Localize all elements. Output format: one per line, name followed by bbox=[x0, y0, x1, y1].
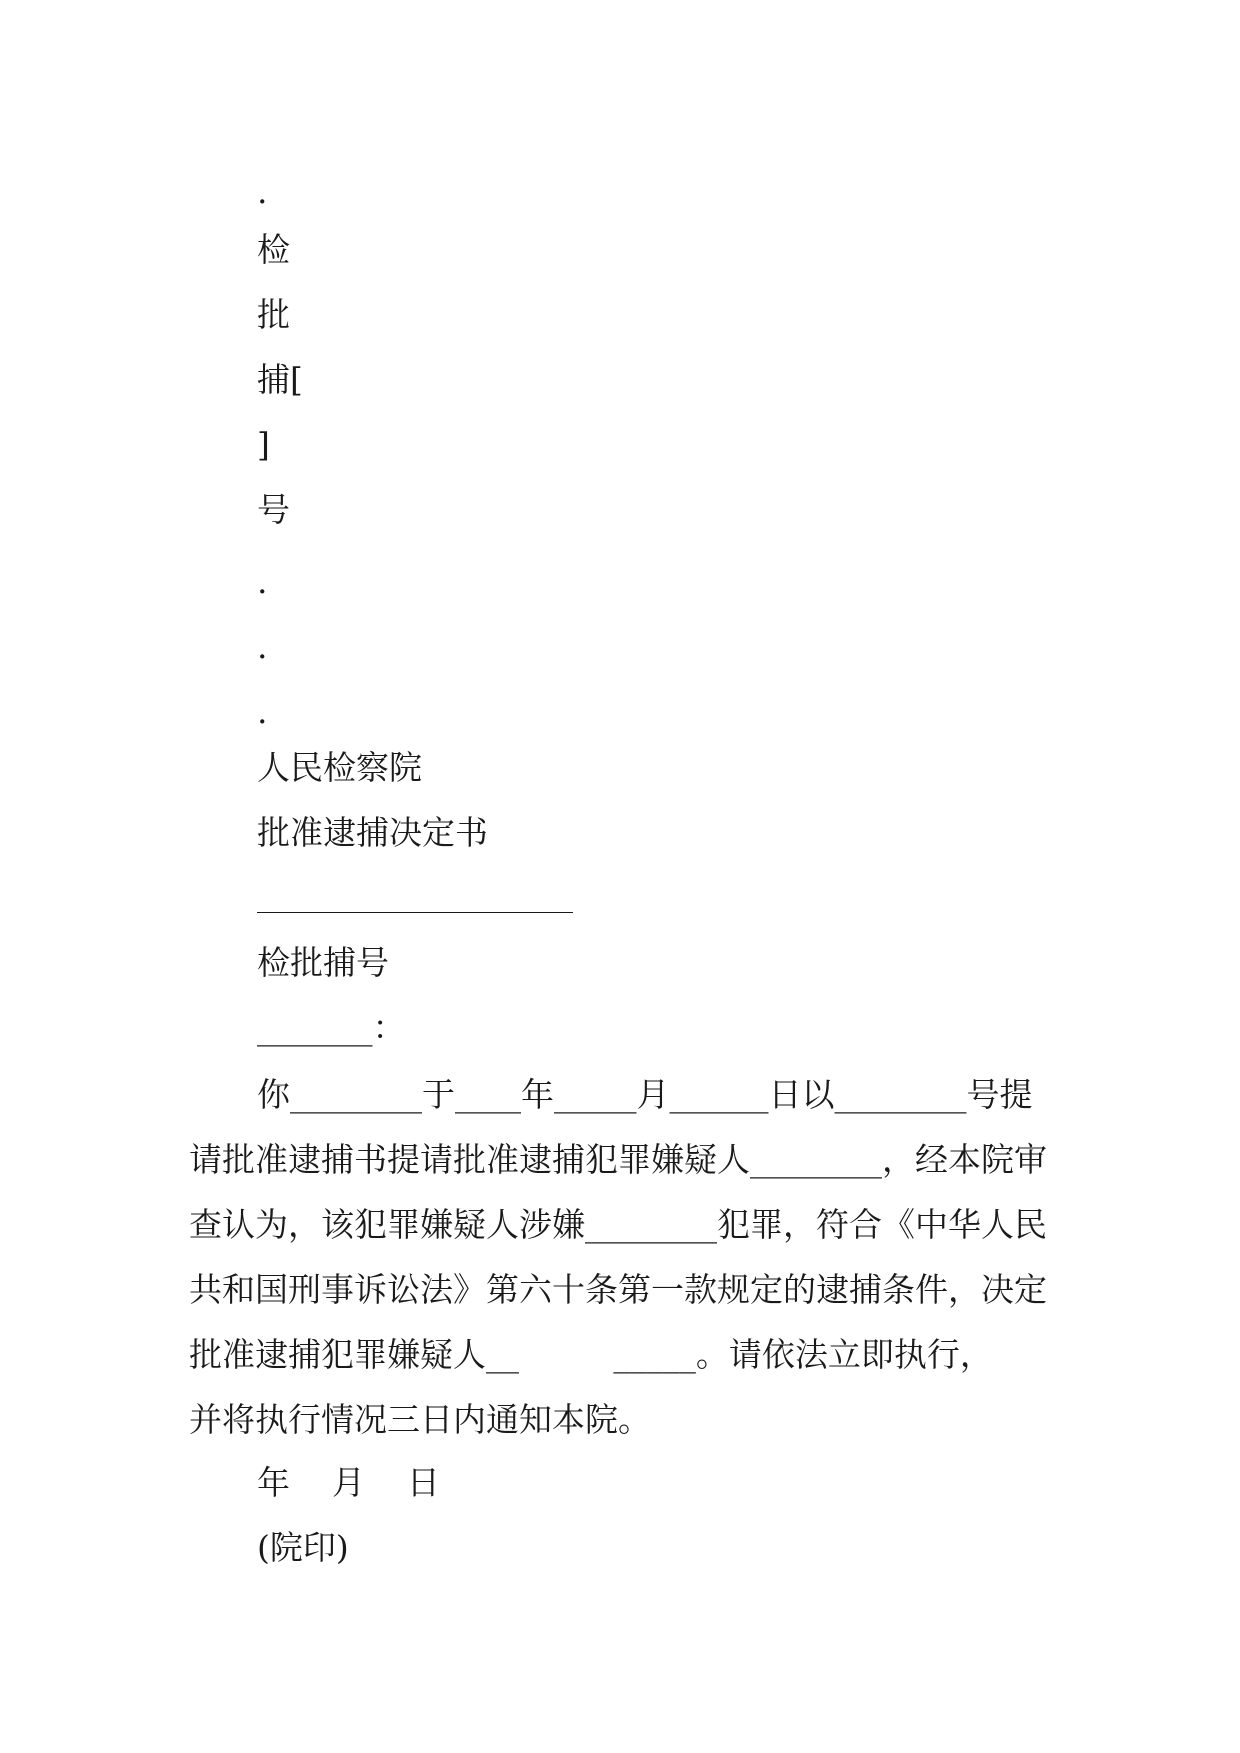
doc-number-char: 批 bbox=[257, 295, 290, 334]
doc-number-char: . bbox=[257, 692, 268, 731]
addressee-line: _______： bbox=[257, 1008, 406, 1047]
doc-number-label: 检批捕号 bbox=[257, 943, 389, 982]
doc-number-char: . bbox=[257, 172, 268, 211]
doc-number-char: 号 bbox=[257, 490, 290, 529]
body-line: 请批准逮捕书提请批准逮捕犯罪嫌疑人________，经本院审 bbox=[189, 1140, 1047, 1179]
doc-number-char: ] bbox=[257, 425, 270, 464]
seal-note: (院印) bbox=[257, 1528, 349, 1567]
doc-number-char: . bbox=[257, 627, 268, 666]
body-line: 你________于____年_____月______日以________号提 bbox=[257, 1075, 1033, 1114]
body-line: 并将执行情况三日内通知本院。 bbox=[189, 1400, 651, 1439]
doc-number-char: 检 bbox=[257, 230, 290, 269]
body-line: 共和国刑事诉讼法》第六十条第一款规定的逮捕条件，决定 bbox=[189, 1270, 1047, 1309]
doc-number-char: 捕[ bbox=[257, 360, 303, 399]
body-line: 查认为，该犯罪嫌疑人涉嫌________犯罪，符合《中华人民 bbox=[189, 1205, 1047, 1244]
document-title: 批准逮捕决定书 bbox=[257, 813, 488, 852]
date-line: 年 月 日 bbox=[257, 1463, 440, 1502]
court-name: 人民检察院 bbox=[257, 748, 422, 787]
body-line: 批准逮捕犯罪嫌疑人__ _____。请依法立即执行， bbox=[189, 1335, 993, 1374]
title-underline bbox=[257, 912, 573, 913]
doc-number-char: . bbox=[257, 562, 268, 601]
